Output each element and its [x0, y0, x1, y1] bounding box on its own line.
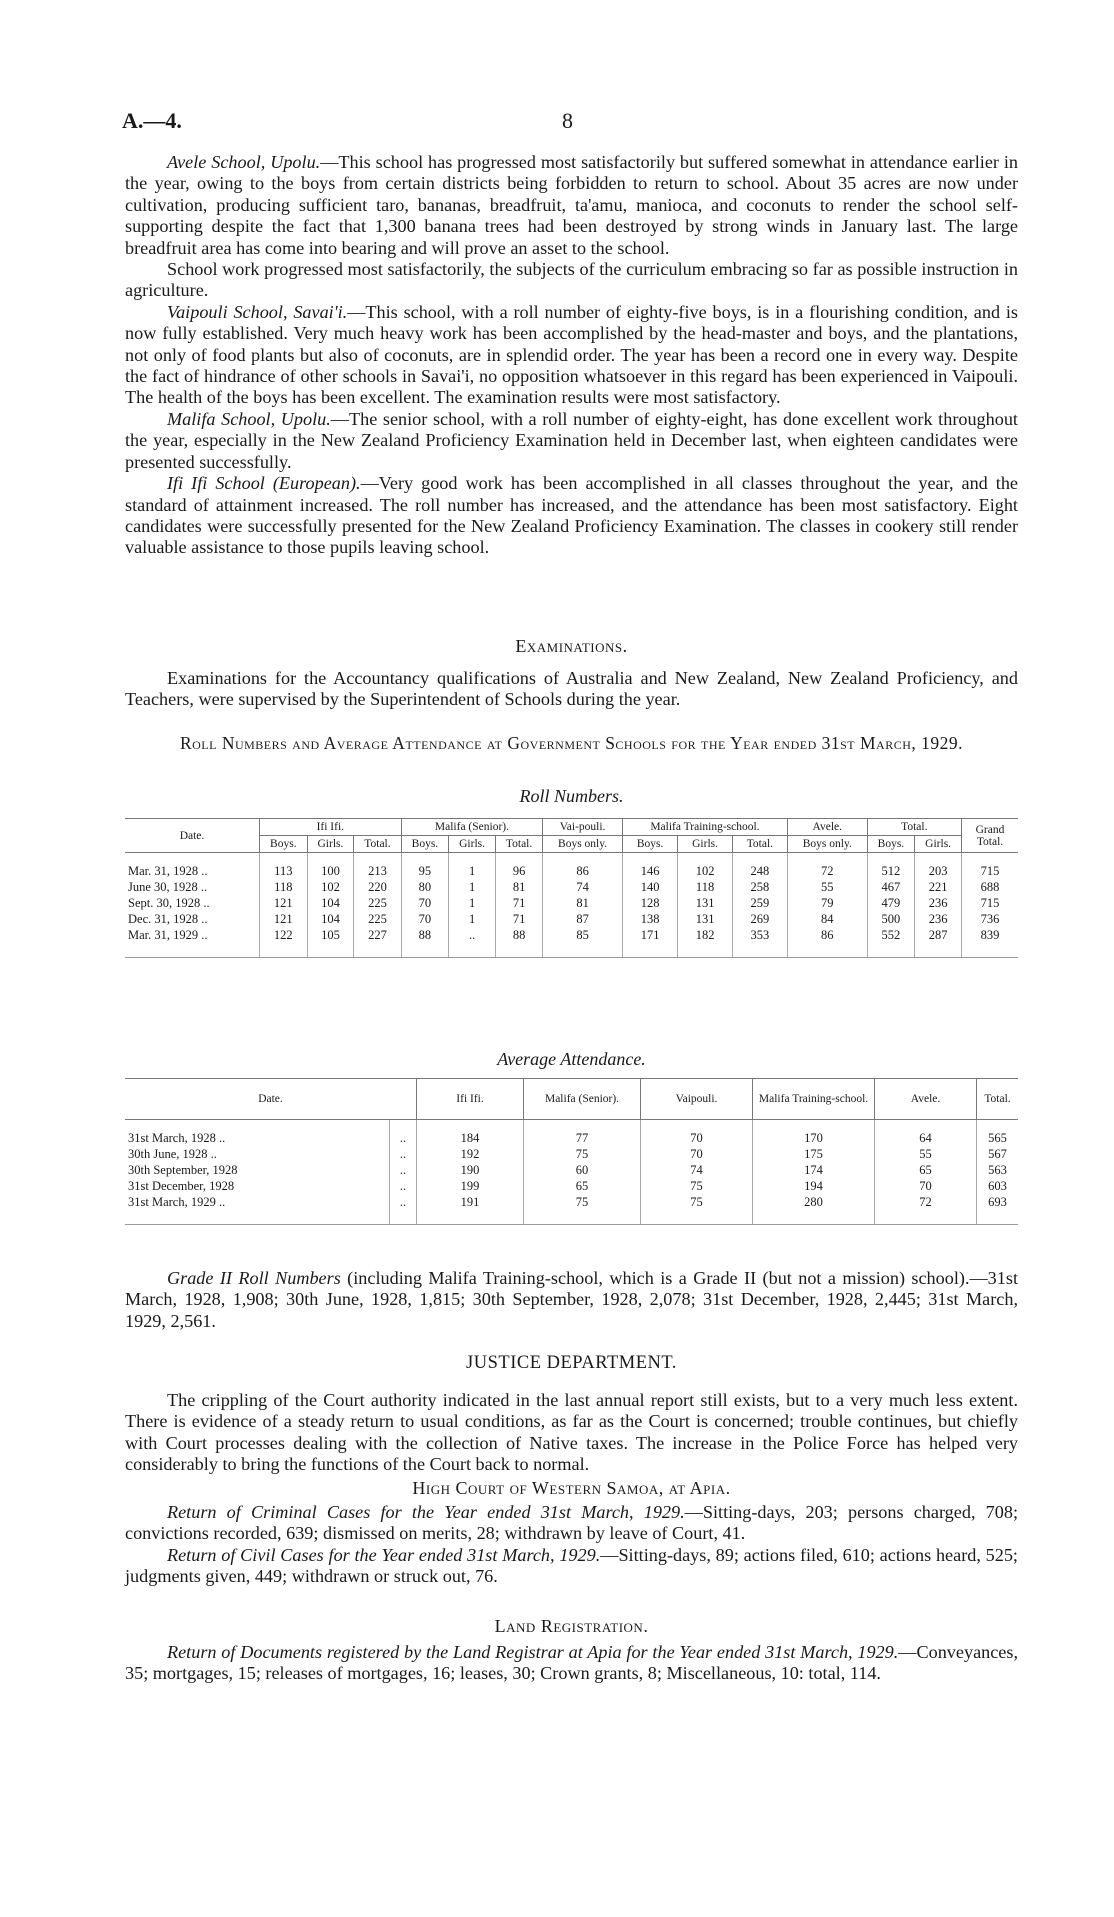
table-row	[125, 1130, 1018, 1146]
table-cell: 75	[641, 1178, 753, 1194]
table-cell: 1	[449, 879, 496, 895]
table-cell: 75	[524, 1146, 641, 1162]
table-cell: 191	[417, 1194, 524, 1210]
table-cell: 77	[524, 1130, 641, 1146]
table-cell: 96	[495, 863, 542, 879]
document-reference: A.—4.	[122, 108, 182, 133]
att-col-avele: Avele.	[875, 1079, 977, 1120]
table-cell: 95	[401, 863, 449, 879]
table-cell: 500	[867, 911, 915, 927]
roll-table-subtitle: Roll Numbers.	[519, 786, 624, 806]
table-cell: 182	[678, 927, 732, 943]
sub-total: Total.	[495, 836, 542, 853]
table-cell: 479	[867, 895, 915, 911]
table-cell: 122	[260, 927, 308, 943]
col-malifa-training: Malifa Training-school.	[622, 819, 787, 836]
justice-paragraph: The crippling of the Court authority indicated in the last annual report still exists, but to a very much less extent. There is evidence of a steady return to usual conditions, as far as the Court is concerned; trouble continues, but chiefly with Court processes dealing with the collection of Native taxes. The increase in the Police Force has helped very considerably to bring the functions of the Court back to normal.	[125, 1390, 1018, 1475]
row-date: 31st March, 1928 ..	[128, 1130, 226, 1145]
school-work-paragraph: School work progressed most satisfactorily, the subjects of the curriculum embracing so far as possible instruction in agriculture.	[125, 259, 1018, 301]
table-cell: 81	[495, 879, 542, 895]
row-date: Mar. 31, 1928 ..	[125, 863, 260, 879]
table-cell: 75	[641, 1194, 753, 1210]
roll-numbers-body	[125, 853, 1018, 958]
table-cell: 138	[622, 911, 677, 927]
table-cell: 175	[753, 1146, 875, 1162]
att-col-malifa-training: Malifa Training-school.	[753, 1079, 875, 1120]
table-cell: 80	[401, 879, 449, 895]
ifiifi-text: —Very good work has been accomplished in all classes throughout the year, and the standard of attainment increased. The roll number has increased, and the attendance has been most satisfactory. Eight candidates were successfully presented for the New Zealand Proficiency Examination. The classes in cookery still render valuable assistance to those pupils leaving school.	[125, 473, 1018, 558]
table-cell: 171	[622, 927, 677, 943]
table-cell: 567	[977, 1146, 1018, 1162]
table-cell: 105	[307, 927, 354, 943]
table-cell: 221	[915, 879, 962, 895]
table-cell: 736	[962, 911, 1019, 927]
table-cell: 1	[449, 895, 496, 911]
examinations-heading: Examinations.	[515, 636, 628, 656]
justice-heading: JUSTICE DEPARTMENT.	[466, 1353, 677, 1373]
ifiifi-paragraph	[125, 473, 1018, 559]
table-cell: 70	[875, 1178, 977, 1194]
sub-total: Total.	[354, 836, 401, 853]
row-date: Mar. 31, 1929 ..	[125, 927, 260, 943]
civil-text: —Sitting-days, 89; actions filed, 610; actions heard, 525; judgments given, 449; withdrawn or struck out, 76.	[125, 1544, 1018, 1587]
table-cell: 104	[307, 895, 354, 911]
table-cell: 74	[641, 1162, 753, 1178]
table-cell: 70	[401, 911, 449, 927]
att-col-date: Date.	[125, 1079, 417, 1120]
table-cell: 715	[962, 863, 1019, 879]
table-cell: 190	[417, 1162, 524, 1178]
table-cell: 118	[678, 879, 732, 895]
table-cell: 121	[260, 911, 308, 927]
malifa-paragraph	[125, 409, 1018, 473]
row-date: 30th June, 1928 ..	[128, 1146, 217, 1161]
col-malifa-senior: Malifa (Senior).	[401, 819, 543, 836]
table-cell: 65	[524, 1178, 641, 1194]
civil-title: Return of Civil Cases for the Year ended 31st March, 1929.	[167, 1544, 601, 1565]
criminal-text: —Sitting-days, 203; persons charged, 708; convictions recorded, 639; dismissed on merits, 28; withdrawn by leave of Court, 41.	[125, 1502, 1018, 1544]
table-row	[125, 1162, 1018, 1178]
roll-numbers-table-wrapper	[125, 818, 1018, 958]
ifiifi-title: Ifi Ifi School (European).	[167, 473, 361, 494]
roll-table-title: Roll Numbers and Average Attendance at Government Schools for the Year ended 31st March, 1929.	[179, 733, 964, 753]
sub-girls: Girls.	[915, 836, 962, 853]
table-cell: 203	[915, 863, 962, 879]
col-avele: Avele.	[787, 819, 867, 836]
table-cell: 248	[732, 863, 787, 879]
table-cell: 236	[915, 895, 962, 911]
table-cell: 118	[260, 879, 308, 895]
table-row	[125, 895, 1018, 911]
col-vaipouli: Vai-pouli.	[543, 819, 623, 836]
table-cell: 71	[495, 895, 542, 911]
examinations-section	[125, 668, 1018, 711]
table-cell: 74	[543, 879, 623, 895]
table-cell: 220	[354, 879, 401, 895]
table-cell: 552	[867, 927, 915, 943]
malifa-text: —The senior school, with a roll number of eighty-eight, has done excellent work throughout the year, especially in the New Zealand Proficiency Examination held in December last, when eighteen candidates were presented successfully.	[125, 408, 1018, 472]
table-cell: ..	[449, 927, 496, 943]
table-cell: 140	[622, 879, 677, 895]
table-cell: 72	[875, 1194, 977, 1210]
civil-paragraph	[125, 1545, 1018, 1588]
table-cell: 259	[732, 895, 787, 911]
row-date: Dec. 31, 1928 ..	[125, 911, 260, 927]
table-row	[125, 879, 1018, 895]
vaipouli-title: Vaipouli School, Savai'i.	[167, 301, 348, 322]
sub-girls: Girls.	[307, 836, 354, 853]
col-grand-total: Grand Total.	[962, 819, 1019, 853]
page-number: 8	[562, 108, 573, 133]
table-cell: 258	[732, 879, 787, 895]
table-cell: 75	[524, 1194, 641, 1210]
table-cell: 280	[753, 1194, 875, 1210]
table-cell: 113	[260, 863, 308, 879]
table-cell: ..	[390, 1146, 417, 1162]
sub-total: Total.	[732, 836, 787, 853]
table-cell: ..	[390, 1178, 417, 1194]
table-cell: 688	[962, 879, 1019, 895]
table-cell: 100	[307, 863, 354, 879]
sub-girls: Girls.	[678, 836, 732, 853]
court-returns	[125, 1502, 1018, 1588]
row-date: 31st December, 1928	[128, 1178, 235, 1193]
land-text: —Conveyances, 35; mortgages, 15; releases of mortgages, 16; leases, 30; Crown grants, 8; Miscellaneous, 10: total, 114.	[125, 1642, 1018, 1684]
roll-numbers-table	[125, 818, 1018, 958]
table-cell: 512	[867, 863, 915, 879]
table-cell: 86	[787, 927, 867, 943]
table-cell: 55	[787, 879, 867, 895]
grade-ii-text: (including Malifa Training-school, which is a Grade II (but not a mission) school).—31st March, 1928, 1,908; 30th June, 1928, 1,815; 30th September, 1928, 2,078; 31st December, 1928, 2,445; 31st March, 1929, 2,561.	[125, 1268, 1018, 1331]
table-cell: 236	[915, 911, 962, 927]
table-cell: 88	[401, 927, 449, 943]
table-cell: 131	[678, 911, 732, 927]
row-date: June 30, 1928 ..	[125, 879, 260, 895]
table-cell: 104	[307, 911, 354, 927]
table-cell: 70	[641, 1130, 753, 1146]
examinations-paragraph: Examinations for the Accountancy qualifications of Australia and New Zealand, New Zealand Proficiency, and Teachers, were supervised by the Superintendent of Schools during the year.	[125, 668, 1018, 710]
vaipouli-text: —This school, with a roll number of eighty-five boys, is in a flourishing condition, and is now fully established. Very much heavy work has been accomplished by the head-master and boys, and the plantations, not only of food plants but also of coconuts, are in splendid order. The year has been a record one in every way. Despite the fact of hindrance of other schools in Savai'i, no opposition whatsoever in this regard has been experienced in Vaipouli. The health of the boys has been excellent. The examination results were most satisfactory.	[125, 301, 1018, 408]
sub-boys-only: Boys only.	[787, 836, 867, 853]
attendance-body	[125, 1120, 1018, 1225]
table-cell: 225	[354, 911, 401, 927]
land-section	[125, 1642, 1018, 1685]
table-cell: 693	[977, 1194, 1018, 1210]
avele-title: Avele School, Upolu.	[167, 152, 321, 172]
sub-girls: Girls.	[449, 836, 496, 853]
table-cell: ..	[390, 1194, 417, 1210]
col-total: Total.	[867, 819, 961, 836]
high-court-heading: High Court of Western Samoa, at Apia.	[412, 1478, 731, 1498]
table-cell: 715	[962, 895, 1019, 911]
col-date: Date.	[125, 819, 260, 853]
land-paragraph	[125, 1642, 1018, 1685]
att-col-vaipouli: Vaipouli.	[641, 1079, 753, 1120]
table-cell: 353	[732, 927, 787, 943]
grade-ii-title: Grade II Roll Numbers	[167, 1268, 341, 1288]
table-cell: 1	[449, 863, 496, 879]
sub-boys: Boys.	[401, 836, 449, 853]
sub-boys: Boys.	[260, 836, 308, 853]
table-cell: 102	[678, 863, 732, 879]
table-cell: 287	[915, 927, 962, 943]
table-cell: 102	[307, 879, 354, 895]
table-cell: 121	[260, 895, 308, 911]
justice-section	[125, 1390, 1018, 1476]
sub-boys-only: Boys only.	[543, 836, 623, 853]
table-cell: 85	[543, 927, 623, 943]
table-cell: 128	[622, 895, 677, 911]
criminal-title: Return of Criminal Cases for the Year ended 31st March, 1929.	[167, 1502, 685, 1522]
criminal-paragraph	[125, 1502, 1018, 1545]
attendance-table	[125, 1078, 1018, 1225]
table-cell: 174	[753, 1162, 875, 1178]
row-date: 30th September, 1928	[128, 1162, 238, 1177]
table-cell: 64	[875, 1130, 977, 1146]
schools-section	[125, 152, 1018, 559]
table-cell: 70	[401, 895, 449, 911]
row-date: 31st March, 1929 ..	[128, 1194, 226, 1209]
table-cell: 1	[449, 911, 496, 927]
table-cell: 70	[641, 1146, 753, 1162]
sub-boys: Boys.	[867, 836, 915, 853]
table-cell: 192	[417, 1146, 524, 1162]
table-cell: 72	[787, 863, 867, 879]
table-cell: 563	[977, 1162, 1018, 1178]
attendance-table-wrapper	[125, 1078, 1018, 1225]
att-col-malifa-senior: Malifa (Senior).	[524, 1079, 641, 1120]
col-ifiifi: Ifi Ifi.	[260, 819, 402, 836]
table-row	[125, 1194, 1018, 1210]
table-cell: 565	[977, 1130, 1018, 1146]
table-cell: 79	[787, 895, 867, 911]
table-cell: 84	[787, 911, 867, 927]
table-cell: 184	[417, 1130, 524, 1146]
sub-boys: Boys.	[622, 836, 677, 853]
table-cell: 269	[732, 911, 787, 927]
row-date: Sept. 30, 1928 ..	[125, 895, 260, 911]
table-row	[125, 1178, 1018, 1194]
malifa-title: Malifa School, Upolu.	[167, 408, 331, 429]
table-row	[125, 927, 1018, 943]
grade-ii-section	[125, 1268, 1018, 1332]
table-cell: 225	[354, 895, 401, 911]
avele-paragraph	[125, 152, 1018, 259]
att-col-ifiifi: Ifi Ifi.	[417, 1079, 524, 1120]
vaipouli-paragraph	[125, 302, 1018, 409]
att-col-total: Total.	[977, 1079, 1018, 1120]
table-row	[125, 1146, 1018, 1162]
table-cell: 71	[495, 911, 542, 927]
table-cell: 603	[977, 1178, 1018, 1194]
table-cell: 194	[753, 1178, 875, 1194]
table-cell: 170	[753, 1130, 875, 1146]
table-cell: 86	[543, 863, 623, 879]
table-cell: 199	[417, 1178, 524, 1194]
table-row	[125, 863, 1018, 879]
table-cell: 839	[962, 927, 1019, 943]
table-cell: 227	[354, 927, 401, 943]
table-cell: ..	[390, 1162, 417, 1178]
land-heading: Land Registration.	[494, 1616, 649, 1636]
attendance-subtitle: Average Attendance.	[497, 1049, 646, 1069]
table-cell: 81	[543, 895, 623, 911]
table-cell: 65	[875, 1162, 977, 1178]
table-cell: 55	[875, 1146, 977, 1162]
avele-text: —This school has progressed most satisfactorily but suffered somewhat in attendance earlier in the year, owing to the boys from certain districts being forbidden to return to school. About 35 acres are now under cultivation, producing sufficient taro, bananas, breadfruit, ta'amu, manioca, and coconuts to render the school self-supporting despite the fact that 1,300 banana trees had been destroyed by strong winds in January last. The large breadfruit area has come into bearing and will prove an asset to the school.	[125, 152, 1018, 258]
table-row	[125, 911, 1018, 927]
table-cell: 60	[524, 1162, 641, 1178]
table-cell: ..	[390, 1130, 417, 1146]
table-cell: 88	[495, 927, 542, 943]
land-title: Return of Documents registered by the Land Registrar at Apia for the Year ended 31st March, 1929.	[167, 1642, 899, 1662]
table-cell: 213	[354, 863, 401, 879]
table-cell: 146	[622, 863, 677, 879]
table-cell: 87	[543, 911, 623, 927]
table-cell: 467	[867, 879, 915, 895]
table-cell: 131	[678, 895, 732, 911]
grade-ii-paragraph	[125, 1268, 1018, 1332]
